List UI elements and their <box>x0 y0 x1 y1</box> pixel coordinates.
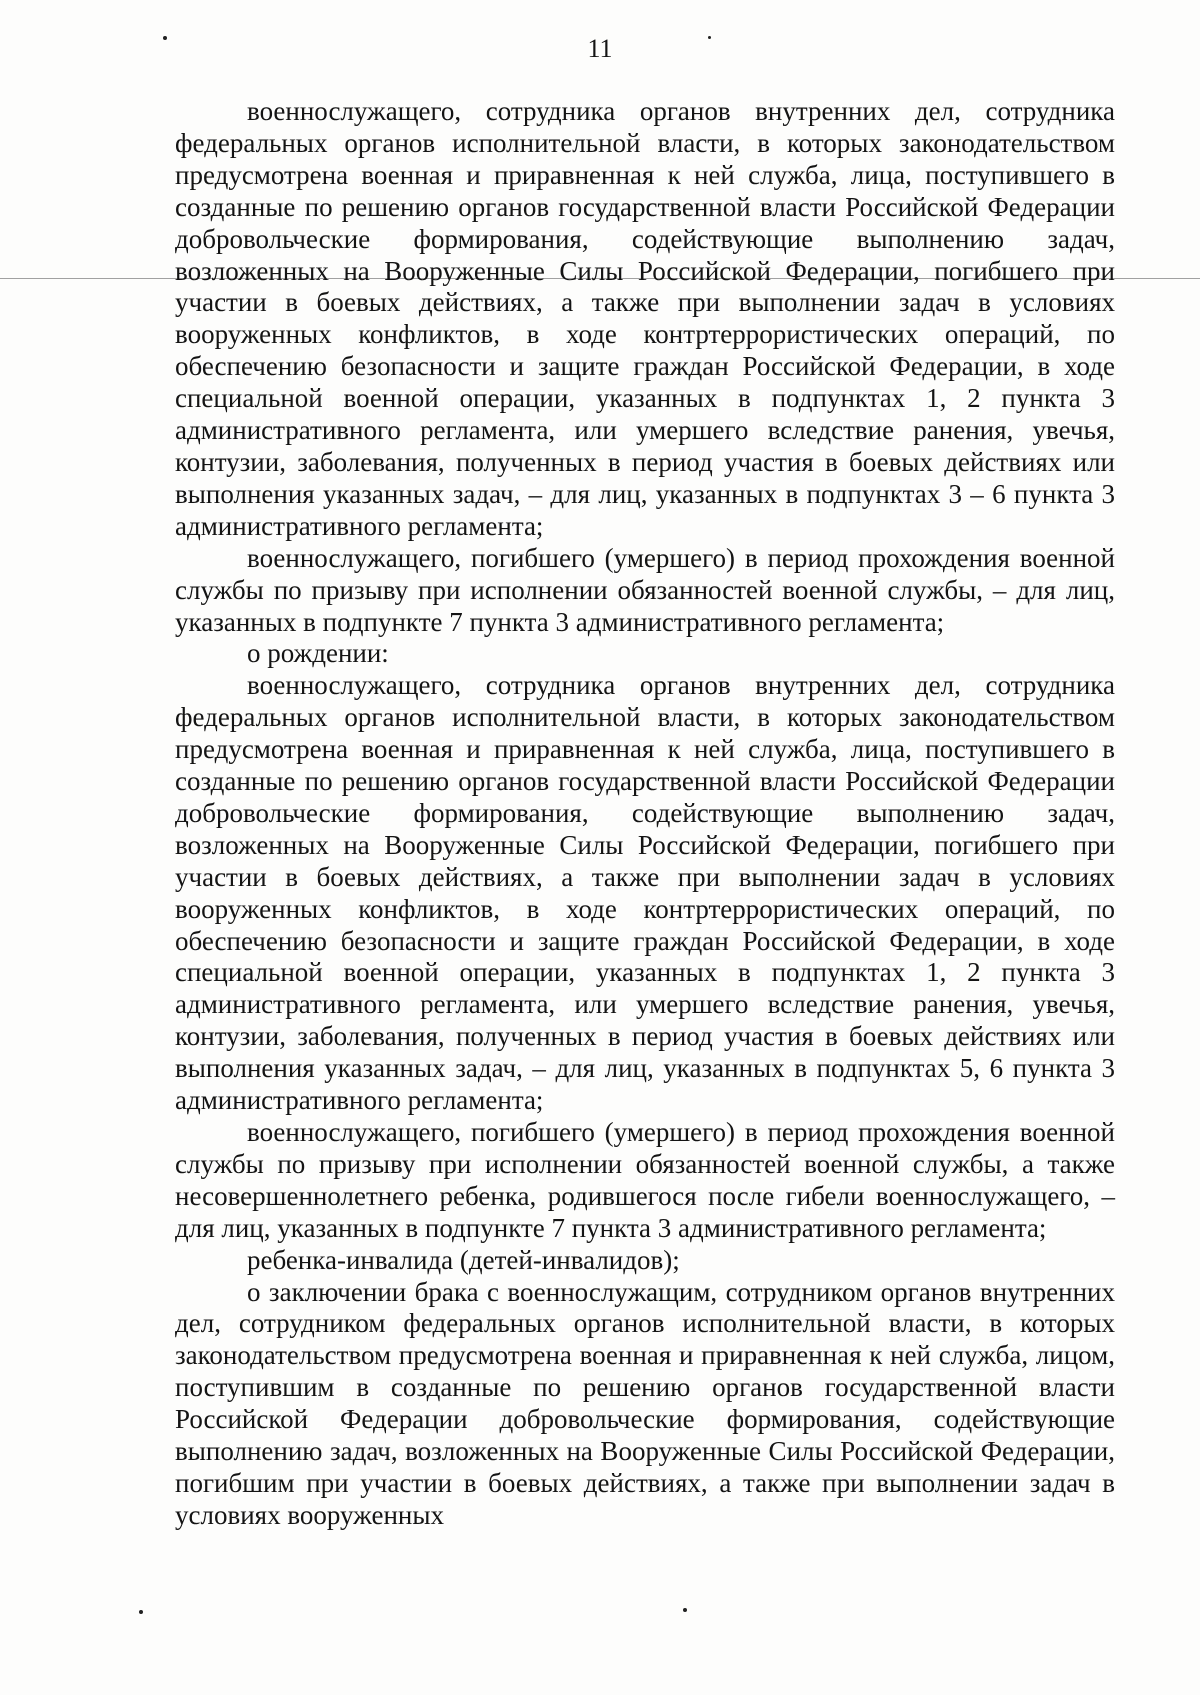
scan-speck <box>139 1610 143 1614</box>
page-number: 11 <box>587 34 613 63</box>
scan-speck <box>163 36 167 40</box>
scan-speck <box>683 1608 687 1612</box>
paragraph-7: о заключении брака с военнослужащим, сотрудником органов внутренних дел, сотрудником федеральных органов исполнительной власти, в которых законодательством предусмотрена военная и приравненная к ней служба, лицом, поступившим в созданные по решению органов государственной власти Российской Федерации добровольческие формирования, содействующие выполнению задач, возложенных на Вооруженные Силы Российской Федерации, погибшим при участии в боевых действиях, а также при выполнении задач в условиях вооруженных <box>175 1276 1115 1530</box>
paragraph-4: военнослужащего, сотрудника органов внутренних дел, сотрудника федеральных органов исполнительной власти, в которых законодательством предусмотрена военная и приравненная к ней служба, лица, поступившего в созданные по решению органов государственной власти Российской Федерации добровольческие формирования, содействующие выполнению задач, возложенных на Вооруженные Силы Российской Федерации, погибшего при участии в боевых действиях, а также при выполнении задач в условиях вооруженных конфликтов, в ходе контртеррористических операций, по обеспечению безопасности и защите граждан Российской Федерации, в ходе специальной военной операции, указанных в подпунктах 1, 2 пункта 3 административного регламента, или умершего вследствие ранения, увечья, контузии, заболевания, полученных в период участия в боевых действиях или выполнения указанных задач, – для лиц, указанных в подпунктах 5, 6 пункта 3 административного регламента; <box>175 670 1115 1116</box>
scan-speck <box>708 36 711 39</box>
body-text <box>175 96 1115 1532</box>
paragraph-6: ребенка-инвалида (детей-инвалидов); <box>247 1244 680 1275</box>
paragraph-2: военнослужащего, погибшего (умершего) в период прохождения военной службы по призыву при исполнении обязанностей военной службы, – для лиц, указанных в подпункте 7 пункта 3 административного регламента; <box>175 542 1115 637</box>
paragraph-1: военнослужащего, сотрудника органов внутренних дел, сотрудника федеральных органов исполнительной власти, в которых законодательством предусмотрена военная и приравненная к ней служба, лица, поступившего в созданные по решению органов государственной власти Российской Федерации добровольческие формирования, содействующие выполнению задач, возложенных на Вооруженные Силы Российской Федерации, погибшего при участии в боевых действиях, а также при выполнении задач в условиях вооруженных конфликтов, в ходе контртеррористических операций, по обеспечению безопасности и защите граждан Российской Федерации, в ходе специальной военной операции, указанных в подпунктах 1, 2 пункта 3 административного регламента, или умершего вследствие ранения, увечья, контузии, заболевания, полученных в период участия в боевых действиях или выполнения указанных задач, – для лиц, указанных в подпунктах 3 – 6 пункта 3 административного регламента; <box>175 96 1115 541</box>
paragraph-5: военнослужащего, погибшего (умершего) в период прохождения военной службы по призыву при исполнении обязанностей военной службы, а также несовершеннолетнего ребенка, родившегося после гибели военнослужащего, – для лиц, указанных в подпункте 7 пункта 3 административного регламента; <box>175 1117 1115 1243</box>
paragraph-3: о рождении: <box>247 638 389 669</box>
